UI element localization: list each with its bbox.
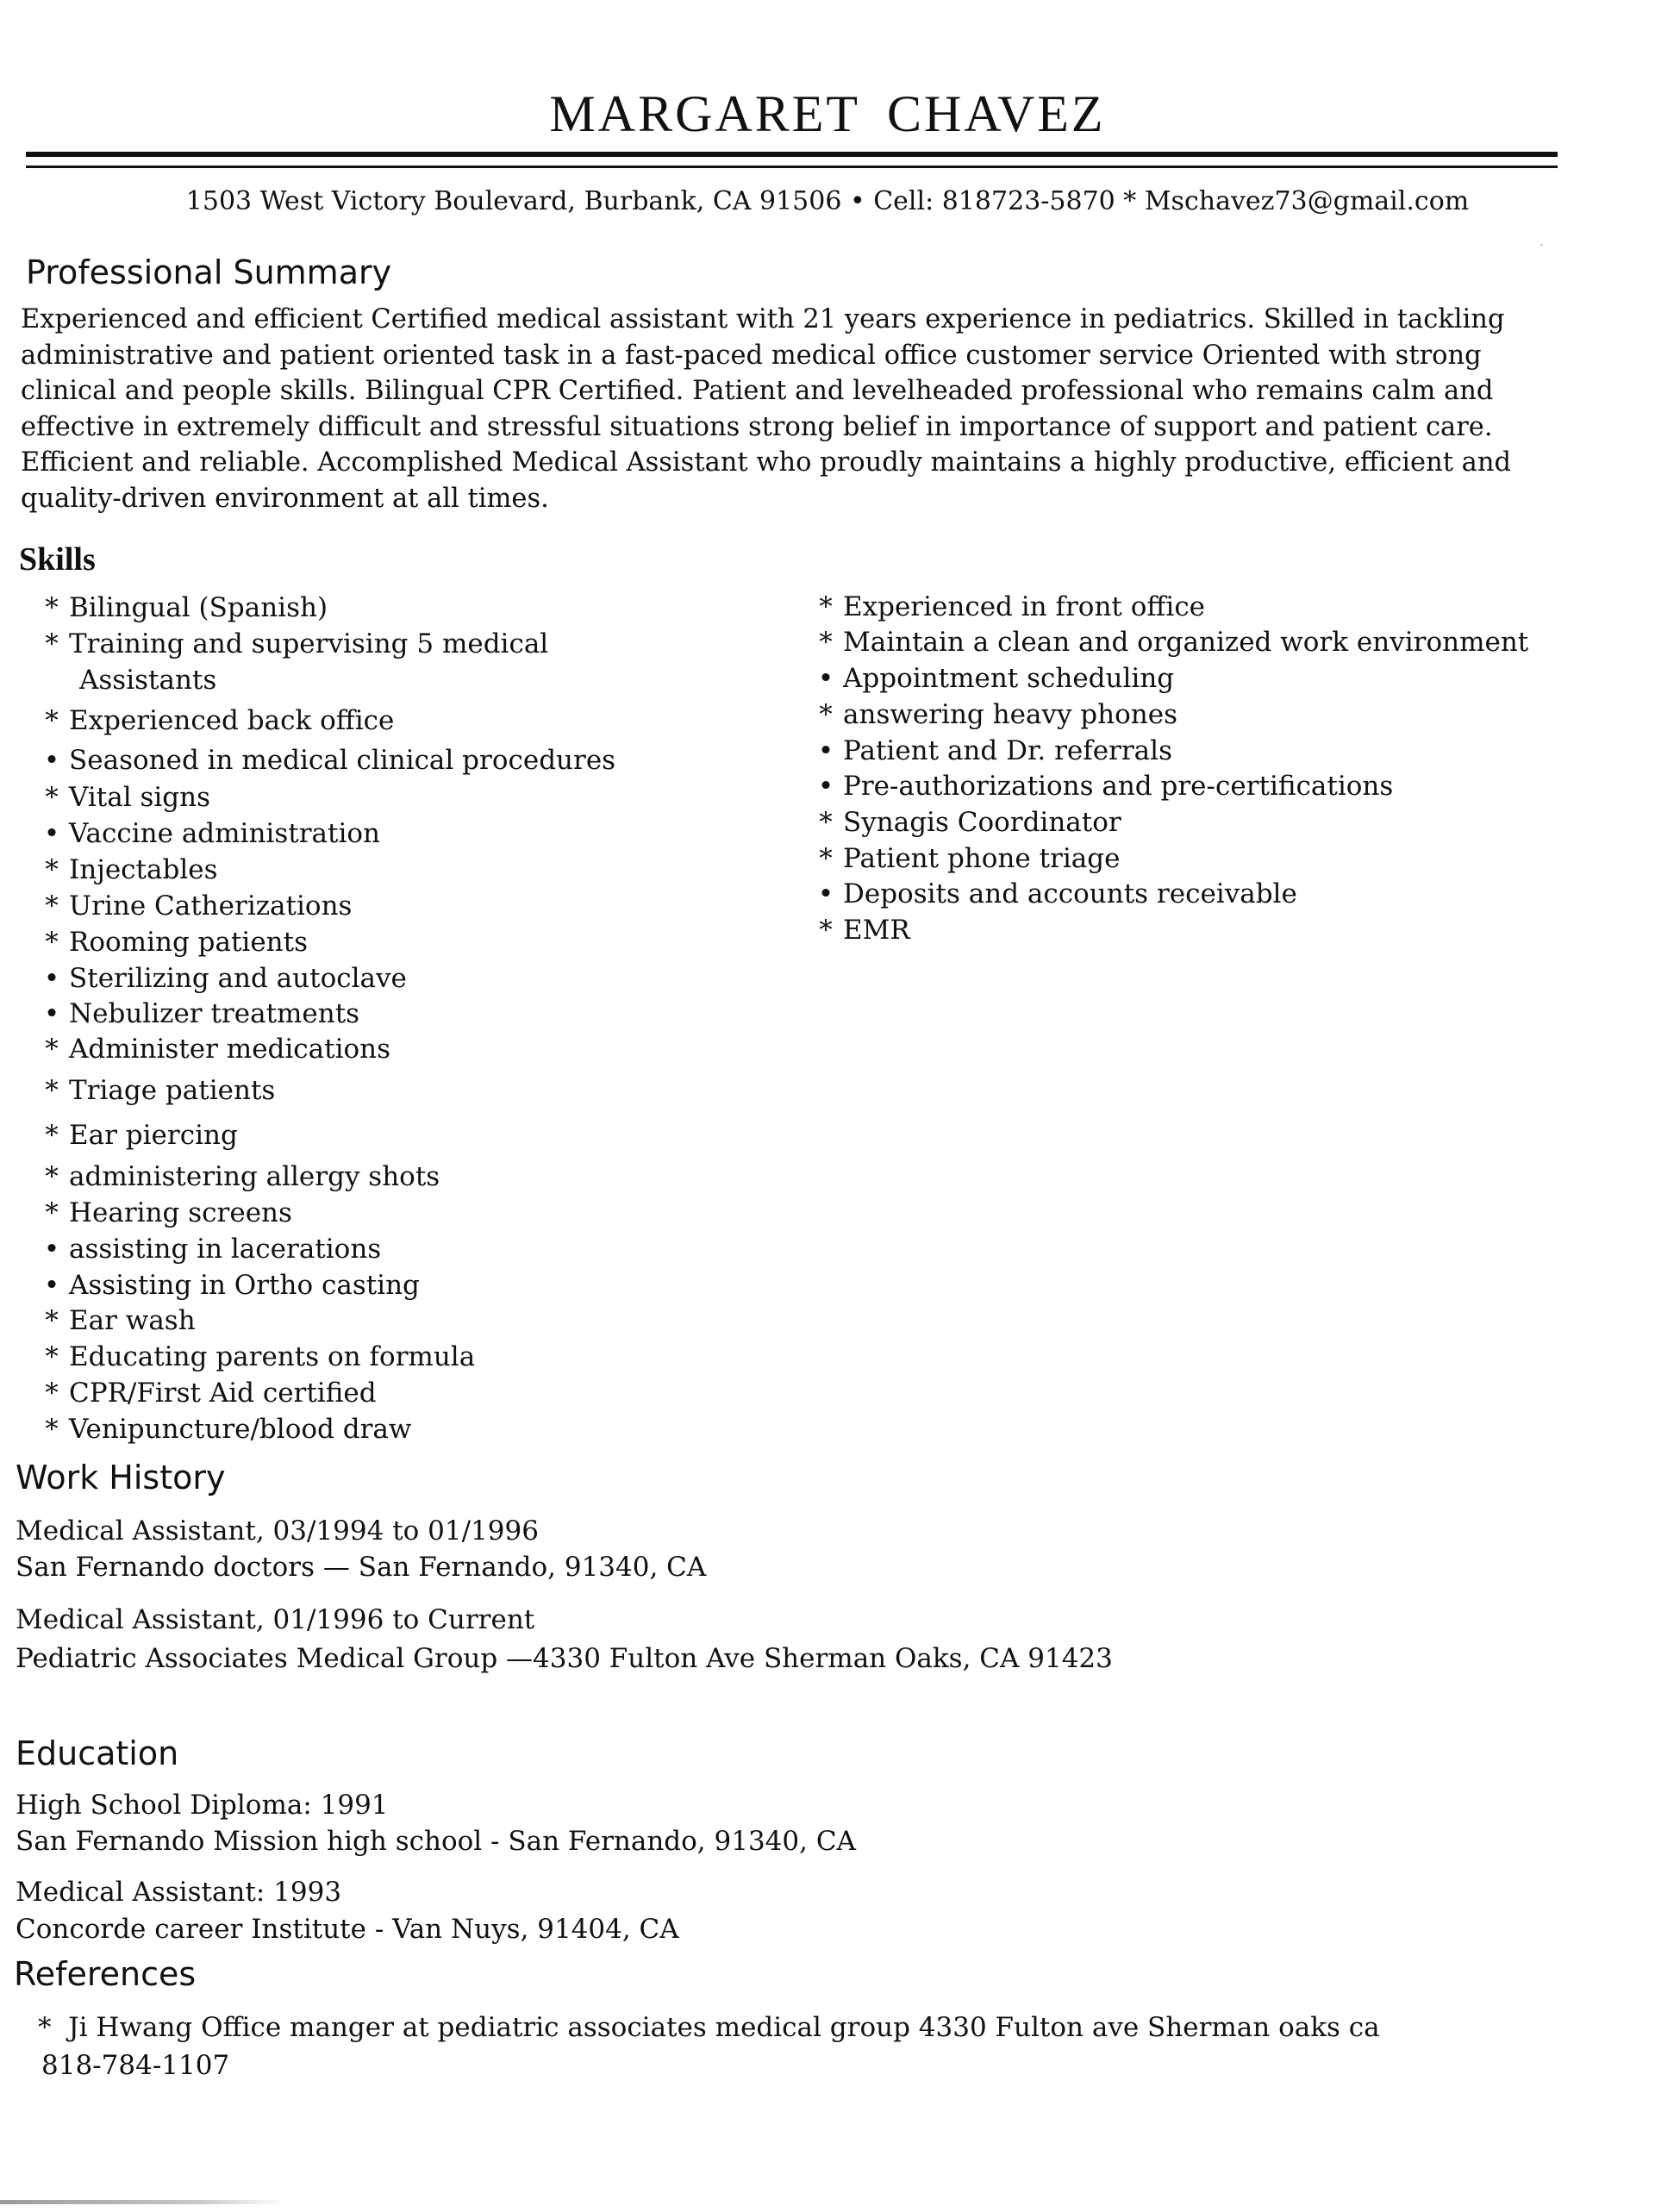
- skill-item: [809, 771, 1393, 802]
- skill-marker: *: [45, 1120, 59, 1151]
- skill-marker: *: [45, 705, 59, 736]
- skill-item: [34, 705, 394, 736]
- skill-text: Administer medications: [69, 1034, 391, 1065]
- skill-text: Patient phone triage: [843, 843, 1121, 874]
- skill-item: [809, 663, 1174, 694]
- skill-text: Seasoned in medical clinical procedures: [69, 745, 616, 776]
- skill-text: Training and supervising 5 medical: [69, 628, 549, 659]
- skill-item: [809, 878, 1297, 909]
- skill-item: [34, 854, 217, 885]
- skill-text: Pre-authorizations and pre-certifications: [843, 771, 1394, 802]
- skill-text: Experienced in front office: [843, 591, 1206, 622]
- skill-item: [809, 843, 1120, 874]
- skill-item: [809, 591, 1205, 622]
- skill-item: [34, 592, 328, 623]
- resume-name: MARGARET CHAVEZ: [549, 85, 1106, 142]
- skill-item: [34, 1305, 196, 1336]
- skill-text: administering allergy shots: [69, 1161, 440, 1192]
- summary-line: clinical and people skills. Bilingual CPR Certified. Patient and levelheaded professional who remains calm and: [21, 376, 1494, 406]
- summary-line: administrative and patient oriented task in a fast-paced medical office customer service Oriented with strong: [21, 340, 1482, 371]
- education-title: Medical Assistant: 1993: [16, 1877, 342, 1908]
- skill-text: answering heavy phones: [843, 699, 1177, 730]
- references-heading: References: [14, 1955, 197, 1993]
- skill-item: [34, 1270, 420, 1301]
- header-rule-thin: [26, 166, 1558, 168]
- skill-marker: *: [819, 591, 833, 622]
- skill-item: [34, 628, 548, 659]
- reference-marker: *: [38, 2012, 52, 2043]
- skill-marker: *: [45, 1075, 59, 1106]
- skill-marker: *: [45, 1378, 59, 1409]
- skills-heading: Skills: [19, 541, 96, 578]
- education-heading: Education: [16, 1734, 179, 1772]
- skill-item: [809, 699, 1177, 730]
- work-heading: Work History: [16, 1459, 226, 1497]
- skill-text: Triage patients: [69, 1075, 276, 1106]
- skill-text: Sterilizing and autoclave: [69, 963, 407, 994]
- skill-text: Bilingual (Spanish): [69, 592, 328, 623]
- skill-marker: *: [45, 890, 59, 922]
- skill-item: [34, 1378, 377, 1409]
- job-place: Pediatric Associates Medical Group —4330 Fulton Ave Sherman Oaks, CA 91423: [16, 1643, 1113, 1674]
- skill-marker: *: [45, 628, 59, 659]
- skill-item: [34, 1234, 381, 1265]
- skill-text: Hearing screens: [69, 1197, 292, 1228]
- skill-marker: *: [45, 927, 59, 958]
- header-rule-thick: [26, 152, 1558, 157]
- skill-text: Injectables: [69, 854, 218, 885]
- education-place: San Fernando Mission high school - San Fernando, 91340, CA: [16, 1826, 856, 1857]
- skill-text: Nebulizer treatments: [69, 998, 360, 1029]
- skill-marker: *: [45, 854, 59, 885]
- skill-item: [34, 818, 380, 849]
- skill-item: [34, 1414, 411, 1445]
- skill-text: Educating parents on formula: [69, 1341, 476, 1372]
- skill-item: [34, 782, 210, 813]
- skill-item: [34, 963, 407, 994]
- summary-line: effective in extremely difficult and stressful situations strong belief in importance of support and patient care.: [21, 411, 1493, 442]
- skill-text: Vital signs: [69, 782, 211, 813]
- skill-marker: *: [45, 1034, 59, 1065]
- scan-edge: [0, 2200, 284, 2204]
- skill-text: Ear piercing: [69, 1120, 238, 1151]
- skill-text: Rooming patients: [69, 927, 309, 958]
- contact-line: 1503 West Victory Boulevard, Burbank, CA 91506 • Cell: 818723-5870 * Mschavez73@gmail.com: [185, 186, 1470, 216]
- skill-marker: •: [43, 1234, 60, 1265]
- skill-marker: *: [45, 1161, 59, 1192]
- skill-marker: •: [43, 998, 60, 1029]
- skill-text: assisting in lacerations: [69, 1234, 382, 1265]
- skill-text: EMR: [843, 915, 910, 946]
- skill-marker: *: [45, 1197, 59, 1228]
- skill-marker: •: [817, 735, 834, 766]
- skill-marker: •: [817, 878, 834, 909]
- skill-marker: *: [819, 699, 833, 730]
- skill-text: Appointment scheduling: [843, 663, 1175, 694]
- skill-item: [34, 998, 359, 1029]
- skill-marker: •: [43, 745, 60, 776]
- summary-line: Experienced and efficient Certified medical assistant with 21 years experience in pediatrics. Skilled in tackling: [21, 304, 1505, 334]
- skill-text: Experienced back office: [69, 705, 395, 736]
- job-title: Medical Assistant, 03/1994 to 01/1996: [16, 1515, 539, 1547]
- skill-marker: •: [817, 663, 834, 694]
- skill-marker: *: [819, 807, 833, 838]
- reference-item: [38, 2012, 1380, 2043]
- skill-item: [34, 1075, 275, 1106]
- scan-speck: [1540, 244, 1543, 246]
- skill-marker: *: [45, 592, 59, 623]
- skill-text: Patient and Dr. referrals: [843, 735, 1172, 766]
- skill-marker: *: [45, 1341, 59, 1372]
- skill-item: [809, 735, 1172, 766]
- skill-text: Venipuncture/blood draw: [69, 1414, 412, 1445]
- reference-phone: 818-784-1107: [41, 2050, 230, 2081]
- skill-marker: •: [817, 771, 834, 802]
- skill-marker: •: [43, 1270, 60, 1301]
- skill-marker: *: [819, 843, 833, 874]
- skill-text: Ear wash: [69, 1305, 196, 1336]
- skill-marker: •: [43, 963, 60, 994]
- skill-item: [34, 1341, 475, 1372]
- skill-item: [34, 1197, 292, 1228]
- summary-paragraph: [21, 302, 1512, 516]
- summary-heading: Professional Summary: [26, 253, 392, 291]
- summary-line: Efficient and reliable. Accomplished Medical Assistant who proudly maintains a highly productive, efficient and: [21, 447, 1512, 478]
- skill-continuation: Assistants: [79, 665, 217, 696]
- skill-item: [34, 745, 615, 776]
- job-place: San Fernando doctors — San Fernando, 91340, CA: [16, 1552, 707, 1583]
- skill-item: [34, 1120, 238, 1151]
- skill-text: Assisting in Ortho casting: [69, 1270, 420, 1301]
- skill-text: Deposits and accounts receivable: [843, 878, 1297, 909]
- skill-text: Synagis Coordinator: [843, 807, 1121, 838]
- skill-text: Maintain a clean and organized work environment: [843, 627, 1529, 658]
- skill-item: [809, 627, 1528, 658]
- skill-item: [34, 1161, 440, 1192]
- skill-item: [34, 1034, 390, 1065]
- skill-marker: *: [819, 915, 833, 946]
- skill-marker: *: [45, 1305, 59, 1336]
- skill-item: [809, 807, 1121, 838]
- skill-text: Vaccine administration: [69, 818, 381, 849]
- skill-marker: *: [45, 782, 59, 813]
- education-place: Concorde career Institute - Van Nuys, 91404, CA: [16, 1914, 679, 1945]
- reference-text: Ji Hwang Office manger at pediatric associates medical group 4330 Fulton ave Sherman oaks ca: [68, 2012, 1380, 2043]
- education-title: High School Diploma: 1991: [16, 1790, 389, 1821]
- skill-text: CPR/First Aid certified: [69, 1378, 377, 1409]
- skill-text: Urine Catherizations: [69, 890, 353, 922]
- skill-marker: •: [43, 818, 60, 849]
- summary-line: quality-driven environment at all times.: [21, 483, 549, 514]
- skill-marker: *: [819, 627, 833, 658]
- skill-item: [809, 915, 910, 946]
- skill-marker: *: [45, 1414, 59, 1445]
- skill-item: [34, 927, 308, 958]
- skill-item: [34, 890, 352, 922]
- job-title: Medical Assistant, 01/1996 to Current: [16, 1604, 535, 1635]
